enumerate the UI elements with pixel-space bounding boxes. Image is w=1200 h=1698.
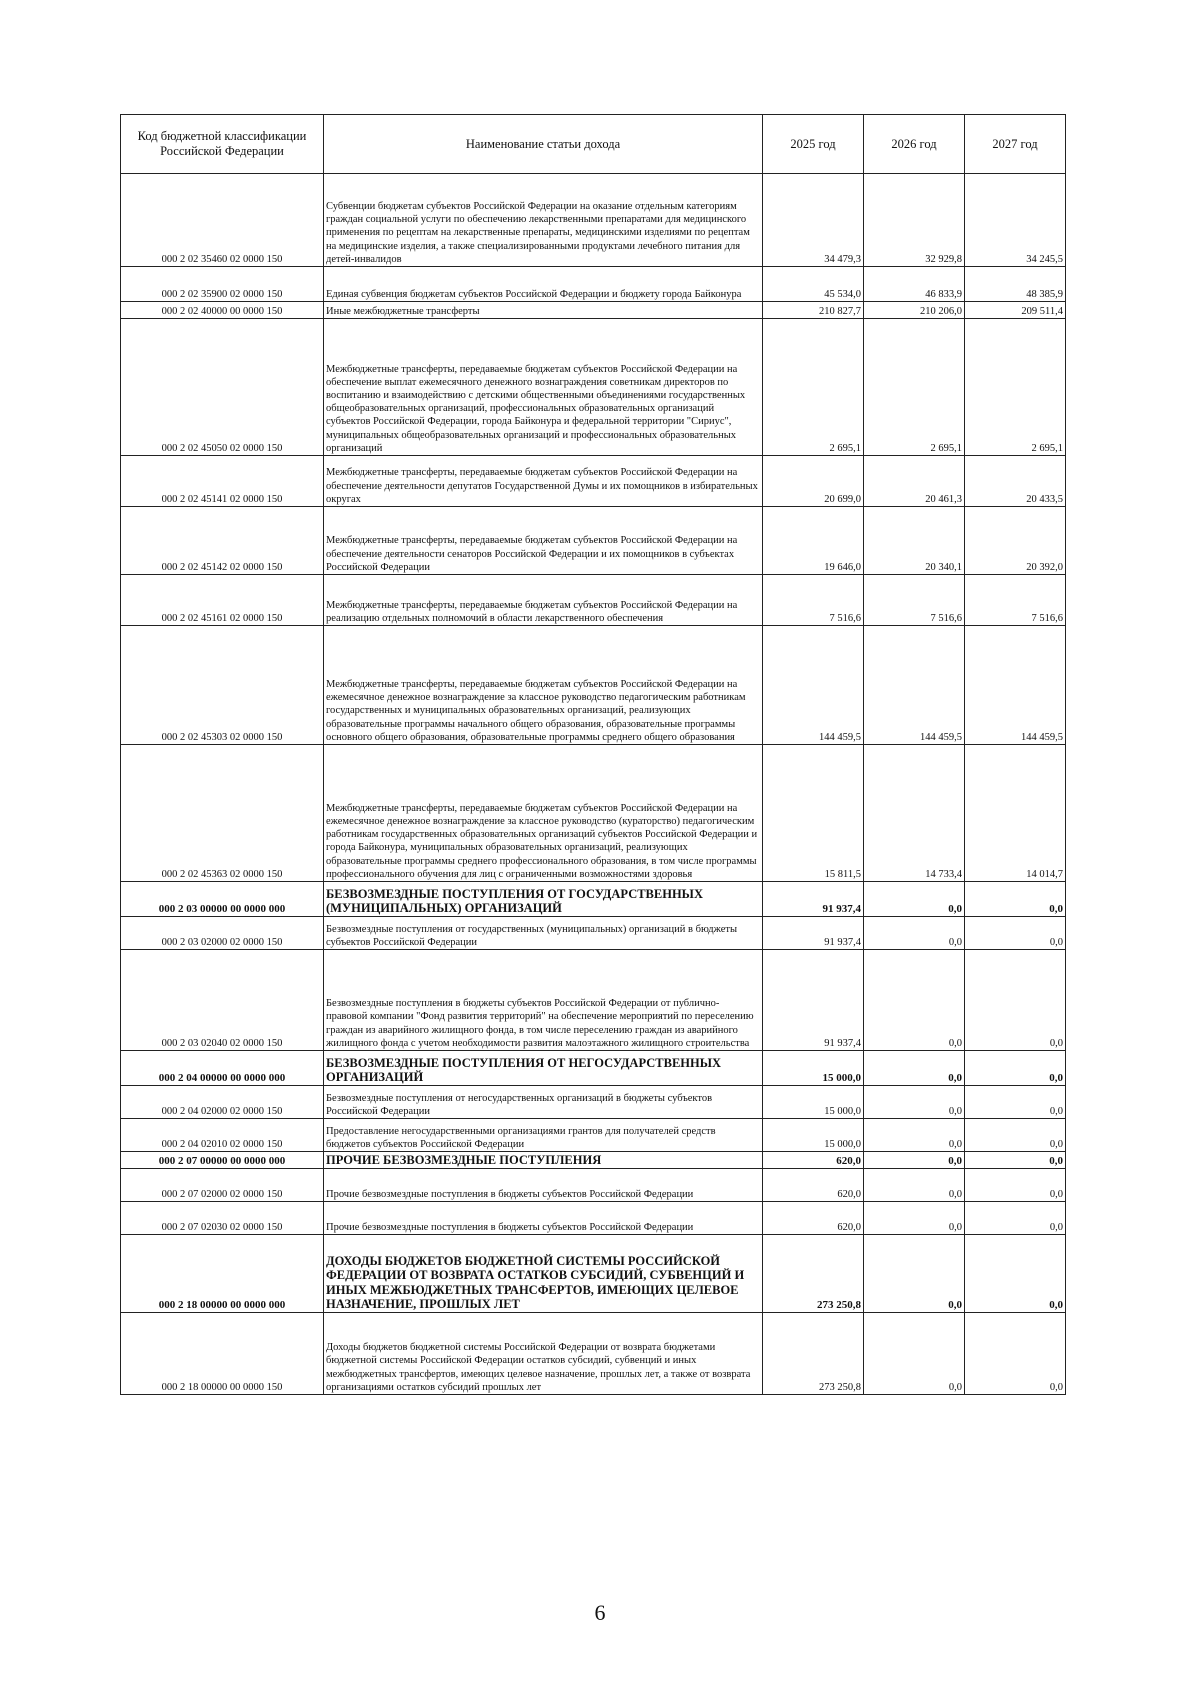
row-value-2025: 34 479,3: [763, 174, 864, 267]
row-name: Межбюджетные трансферты, передаваемые бюджетам субъектов Российской Федерации на реализацию отдельных полномочий в области лекарственного обеспечения: [324, 575, 763, 626]
row-name: Предоставление негосударственными организациями грантов для получателей средств бюджетов субъектов Российской Федерации: [324, 1119, 763, 1152]
table-row: [121, 507, 1066, 575]
row-value-2026: 0,0: [864, 917, 965, 950]
row-value-2025: 15 000,0: [763, 1086, 864, 1119]
row-code: 000 2 02 45303 02 0000 150: [121, 626, 324, 745]
row-value-2027: 0,0: [965, 1235, 1066, 1313]
row-value-2027: 20 433,5: [965, 456, 1066, 507]
row-value-2026: 32 929,8: [864, 174, 965, 267]
row-value-2026: 20 340,1: [864, 507, 965, 575]
row-code: 000 2 02 45050 02 0000 150: [121, 319, 324, 456]
page-number: 6: [594, 1600, 606, 1625]
row-value-2027: 14 014,7: [965, 745, 1066, 882]
row-value-2025: 210 827,7: [763, 302, 864, 319]
header-2027: 2027 год: [965, 115, 1066, 174]
header-2025: 2025 год: [763, 115, 864, 174]
table-row: [121, 575, 1066, 626]
budget-revenue-table: [120, 114, 1066, 1395]
table-row: [121, 1313, 1066, 1395]
row-value-2025: 2 695,1: [763, 319, 864, 456]
row-value-2026: 0,0: [864, 1051, 965, 1086]
row-code: 000 2 04 02000 02 0000 150: [121, 1086, 324, 1119]
row-code: 000 2 02 35460 02 0000 150: [121, 174, 324, 267]
row-value-2026: 0,0: [864, 1202, 965, 1235]
row-code: 000 2 04 00000 00 0000 000: [121, 1051, 324, 1086]
row-name: Межбюджетные трансферты, передаваемые бюджетам субъектов Российской Федерации на обеспечение деятельности сенаторов Российской Федерации и их помощников в субъектах Российской Федерации: [324, 507, 763, 575]
row-name: Межбюджетные трансферты, передаваемые бюджетам субъектов Российской Федерации на обеспечение деятельности депутатов Государственной Думы и их помощников в избирательных округах: [324, 456, 763, 507]
row-value-2027: 0,0: [965, 1119, 1066, 1152]
row-code: 000 2 07 02030 02 0000 150: [121, 1202, 324, 1235]
row-value-2025: 91 937,4: [763, 882, 864, 917]
row-name: Межбюджетные трансферты, передаваемые бюджетам субъектов Российской Федерации на ежемесячное денежное вознаграждение за классное руководство (кураторство) педагогическим работникам государственных образовательных организаций субъектов Российской Федерации и города Байконура, муниципальных образовательных организаций, реализующих образовательные программы среднего профессионального образования, в том числе программы профессионального обучения для лиц с ограниченными возможностями здоровья: [324, 745, 763, 882]
row-value-2026: 46 833,9: [864, 267, 965, 302]
row-code: 000 2 02 45142 02 0000 150: [121, 507, 324, 575]
table-body: [121, 174, 1066, 1395]
table-row: [121, 1119, 1066, 1152]
row-value-2025: 91 937,4: [763, 917, 864, 950]
row-value-2026: 0,0: [864, 1235, 965, 1313]
row-code: 000 2 04 02010 02 0000 150: [121, 1119, 324, 1152]
row-value-2026: 0,0: [864, 1119, 965, 1152]
table-row: [121, 267, 1066, 302]
row-value-2025: 620,0: [763, 1202, 864, 1235]
row-value-2025: 19 646,0: [763, 507, 864, 575]
row-value-2027: 0,0: [965, 1202, 1066, 1235]
header-name: Наименование статьи дохода: [324, 115, 763, 174]
row-name: Межбюджетные трансферты, передаваемые бюджетам субъектов Российской Федерации на обеспечение выплат ежемесячного денежного вознаграждения советникам директоров по воспитанию и взаимодействию с детскими общественными объединениями государственных общеобразовательных организаций, профессиональных образовательных организаций субъектов Российской Федерации, города Байконура и федеральной территории "Сириус", муниципальных общеобразовательных организаций и профессиональных образовательных организаций: [324, 319, 763, 456]
row-name: ПРОЧИЕ БЕЗВОЗМЕЗДНЫЕ ПОСТУПЛЕНИЯ: [324, 1152, 763, 1169]
row-name: Единая субвенция бюджетам субъектов Российской Федерации и бюджету города Байконура: [324, 267, 763, 302]
row-value-2027: 0,0: [965, 1169, 1066, 1202]
row-value-2025: 91 937,4: [763, 950, 864, 1051]
row-value-2026: 0,0: [864, 1086, 965, 1119]
row-value-2027: 7 516,6: [965, 575, 1066, 626]
row-code: 000 2 18 00000 00 0000 000: [121, 1235, 324, 1313]
row-value-2025: 620,0: [763, 1169, 864, 1202]
row-value-2025: 273 250,8: [763, 1235, 864, 1313]
row-name: Иные межбюджетные трансферты: [324, 302, 763, 319]
table-row: [121, 1202, 1066, 1235]
row-value-2025: 20 699,0: [763, 456, 864, 507]
row-value-2026: 0,0: [864, 1152, 965, 1169]
row-code: 000 2 03 02000 02 0000 150: [121, 917, 324, 950]
row-value-2026: 210 206,0: [864, 302, 965, 319]
row-value-2026: 0,0: [864, 882, 965, 917]
header-code: Код бюджетной классификации Российской Федерации: [121, 115, 324, 174]
row-value-2027: 2 695,1: [965, 319, 1066, 456]
header-2026: 2026 год: [864, 115, 965, 174]
row-code: 000 2 02 35900 02 0000 150: [121, 267, 324, 302]
table-row: [121, 174, 1066, 267]
row-value-2026: 0,0: [864, 950, 965, 1051]
row-name: Безвозмездные поступления от государственных (муниципальных) организаций в бюджеты субъектов Российской Федерации: [324, 917, 763, 950]
row-value-2027: 0,0: [965, 1086, 1066, 1119]
table-row: [121, 917, 1066, 950]
row-value-2027: 20 392,0: [965, 507, 1066, 575]
row-value-2027: 0,0: [965, 1313, 1066, 1395]
row-name: БЕЗВОЗМЕЗДНЫЕ ПОСТУПЛЕНИЯ ОТ ГОСУДАРСТВЕННЫХ (МУНИЦИПАЛЬНЫХ) ОРГАНИЗАЦИЙ: [324, 882, 763, 917]
row-name: Безвозмездные поступления в бюджеты субъектов Российской Федерации от публично-правовой компании "Фонд развития территорий" на обеспечение мероприятий по переселению граждан из аварийного жилищного фонда, в том числе переселению граждан из аварийного жилищного фонда с учетом необходимости развития малоэтажного жилищного строительства: [324, 950, 763, 1051]
row-name: Доходы бюджетов бюджетной системы Российской Федерации от возврата бюджетами бюджетной системы Российской Федерации остатков субсидий, субвенций и иных межбюджетных трансфертов, имеющих целевое назначение, прошлых лет, а также от возврата организациями остатков субсидий прошлых лет: [324, 1313, 763, 1395]
row-code: 000 2 03 02040 02 0000 150: [121, 950, 324, 1051]
row-code: 000 2 18 00000 00 0000 150: [121, 1313, 324, 1395]
row-name: Прочие безвозмездные поступления в бюджеты субъектов Российской Федерации: [324, 1202, 763, 1235]
row-code: 000 2 07 02000 02 0000 150: [121, 1169, 324, 1202]
table-row: [121, 1086, 1066, 1119]
row-name: БЕЗВОЗМЕЗДНЫЕ ПОСТУПЛЕНИЯ ОТ НЕГОСУДАРСТВЕННЫХ ОРГАНИЗАЦИЙ: [324, 1051, 763, 1086]
row-value-2025: 273 250,8: [763, 1313, 864, 1395]
table-row: [121, 745, 1066, 882]
document-page: [120, 114, 1066, 1395]
row-value-2025: 15 811,5: [763, 745, 864, 882]
row-value-2026: 7 516,6: [864, 575, 965, 626]
row-name: Межбюджетные трансферты, передаваемые бюджетам субъектов Российской Федерации на ежемесячное денежное вознаграждение за классное руководство педагогическим работникам государственных и муниципальных образовательных организаций, реализующих образовательные программы начального общего образования, образовательные программы основного общего образования, образовательные программы среднего общего образования: [324, 626, 763, 745]
table-row: [121, 950, 1066, 1051]
row-name: Субвенции бюджетам субъектов Российской Федерации на оказание отдельным категориям граждан социальной услуги по обеспечению лекарственными препаратами для медицинского применения по рецептам на лекарственные препараты, медицинскими изделиями по рецептам на медицинские изделия, а также специализированными продуктами лечебного питания для детей-инвалидов: [324, 174, 763, 267]
row-code: 000 2 02 45141 02 0000 150: [121, 456, 324, 507]
row-value-2026: 20 461,3: [864, 456, 965, 507]
row-value-2027: 0,0: [965, 1152, 1066, 1169]
row-value-2027: 0,0: [965, 882, 1066, 917]
row-code: 000 2 02 45363 02 0000 150: [121, 745, 324, 882]
row-value-2026: 0,0: [864, 1169, 965, 1202]
row-name: Безвозмездные поступления от негосударственных организаций в бюджеты субъектов Российской Федерации: [324, 1086, 763, 1119]
table-row: [121, 302, 1066, 319]
row-value-2027: 48 385,9: [965, 267, 1066, 302]
row-code: 000 2 07 00000 00 0000 000: [121, 1152, 324, 1169]
row-code: 000 2 02 45161 02 0000 150: [121, 575, 324, 626]
table-row: [121, 1235, 1066, 1313]
row-value-2026: 144 459,5: [864, 626, 965, 745]
row-value-2027: 144 459,5: [965, 626, 1066, 745]
row-code: 000 2 02 40000 00 0000 150: [121, 302, 324, 319]
row-value-2025: 620,0: [763, 1152, 864, 1169]
table-row: [121, 626, 1066, 745]
table-row: [121, 882, 1066, 917]
table-row: [121, 1152, 1066, 1169]
table-row: [121, 1169, 1066, 1202]
row-value-2027: 0,0: [965, 1051, 1066, 1086]
row-code: 000 2 03 00000 00 0000 000: [121, 882, 324, 917]
row-value-2026: 14 733,4: [864, 745, 965, 882]
row-name: ДОХОДЫ БЮДЖЕТОВ БЮДЖЕТНОЙ СИСТЕМЫ РОССИЙСКОЙ ФЕДЕРАЦИИ ОТ ВОЗВРАТА ОСТАТКОВ СУБСИДИЙ, СУБВЕНЦИЙ И ИНЫХ МЕЖБЮДЖЕТНЫХ ТРАНСФЕРТОВ, ИМЕЮЩИХ ЦЕЛЕВОЕ НАЗНАЧЕНИЕ, ПРОШЛЫХ ЛЕТ: [324, 1235, 763, 1313]
row-value-2027: 34 245,5: [965, 174, 1066, 267]
table-row: [121, 1051, 1066, 1086]
row-value-2025: 7 516,6: [763, 575, 864, 626]
row-value-2025: 15 000,0: [763, 1119, 864, 1152]
row-value-2026: 0,0: [864, 1313, 965, 1395]
row-value-2026: 2 695,1: [864, 319, 965, 456]
table-row: [121, 319, 1066, 456]
row-value-2027: 0,0: [965, 917, 1066, 950]
row-name: Прочие безвозмездные поступления в бюджеты субъектов Российской Федерации: [324, 1169, 763, 1202]
row-value-2025: 144 459,5: [763, 626, 864, 745]
row-value-2025: 15 000,0: [763, 1051, 864, 1086]
table-row: [121, 456, 1066, 507]
row-value-2027: 209 511,4: [965, 302, 1066, 319]
row-value-2027: 0,0: [965, 950, 1066, 1051]
table-header-row: [121, 115, 1066, 174]
row-value-2025: 45 534,0: [763, 267, 864, 302]
